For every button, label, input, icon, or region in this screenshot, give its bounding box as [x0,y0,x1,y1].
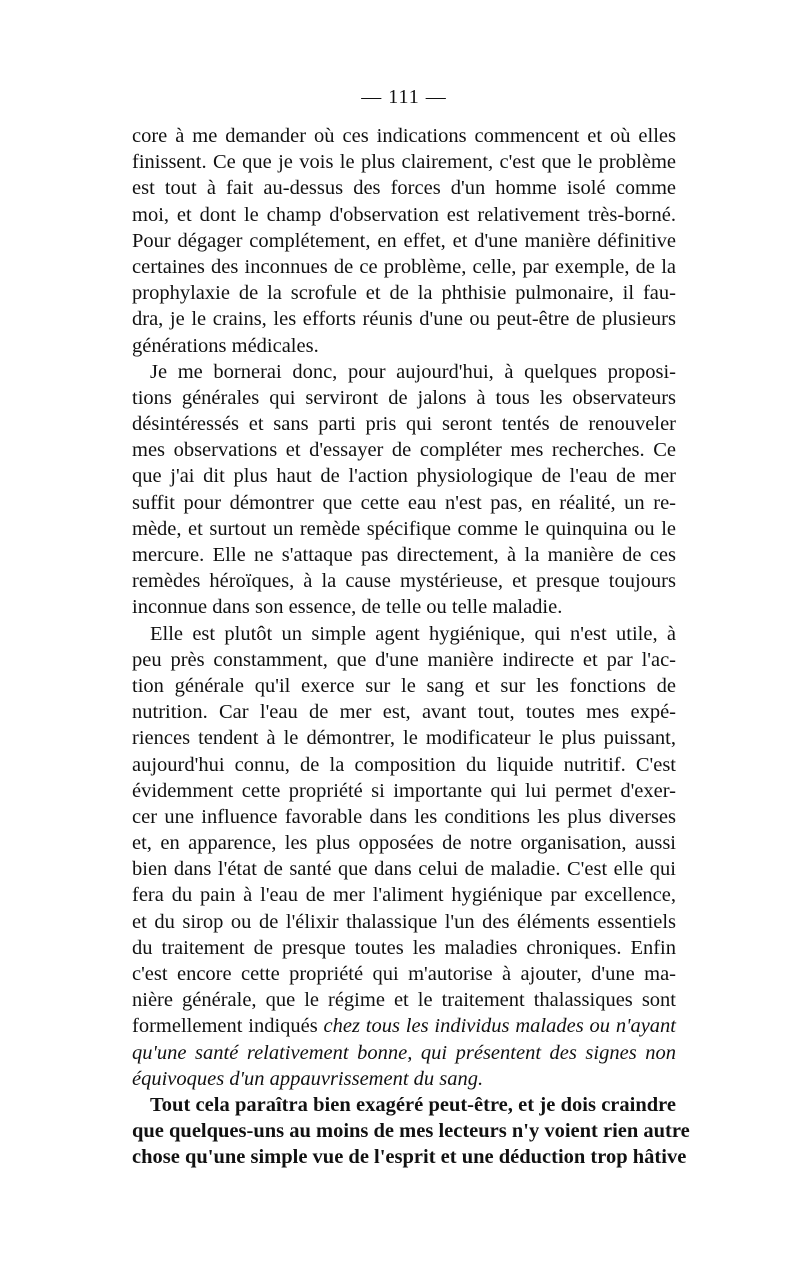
text-segment-roman: formellement indiqués [132,1015,318,1038]
text-line: que j'ai dit plus haut de l'action physiologique de l'eau de mer [132,465,676,488]
text-line: bien dans l'état de santé que dans celui de maladie. C'est elle qui [132,858,676,881]
text-line-mixed [132,1013,676,1039]
text-line: nutrition. Car l'eau de mer est, avant tout, toutes mes expé- [132,701,676,724]
text-line-italic: qu'une santé relativement bonne, qui présentent des signes non [132,1041,676,1064]
text-line: Je me bornerai donc, pour aujourd'hui, à quelques proposi- [150,360,676,383]
text-line: suffit pour démontrer que cette eau n'est pas, en réalité, un re- [132,491,676,514]
text-line: finissent. Ce que je vois le plus clairement, c'est que le problème [132,151,676,174]
text-line: prophylaxie de la scrofule et de la phthisie pulmonaire, il fau- [132,282,676,305]
text-line-bold: chose qu'une simple vue de l'esprit et une déduction trop hâtive [132,1146,687,1169]
text-line: c'est encore cette propriété qui m'autorise à ajouter, d'une ma- [132,963,676,985]
text-line: et du sirop ou de l'élixir thalassique l'un des éléments essentiels [132,910,676,933]
text-line-italic: équivoques d'un appauvrissement du sang. [132,1067,484,1090]
text-line: tions générales qui serviront de jalons à tous les observateurs [132,386,676,409]
text-line-bold: que quelques-uns au moins de mes lecteurs n'y voient rien autre [132,1120,690,1143]
text-line: certaines des inconnues de ce problème, celle, par exemple, de la [132,255,676,278]
text-segment-italic: chez tous les individus malades ou n'ayant [323,1015,676,1038]
page-number-header: — 111 — [361,86,447,108]
text-line: et, en apparence, les plus opposées de notre organisation, aussi [132,832,676,855]
text-line: remèdes héroïques, à la cause mystérieuse, et presque toujours [132,570,676,593]
text-line: Pour dégager complétement, en effet, et d'une manière définitive [132,229,676,252]
text-line: générations médicales. [132,334,319,357]
text-line: tion générale qu'il exerce sur le sang et sur les fonctions de [132,674,676,697]
text-line: désintéressés et sans parti pris qui seront tentés de renouveler [132,413,676,436]
text-line: Elle est plutôt un simple agent hygiénique, qui n'est utile, à [150,622,676,645]
text-line: nière générale, que le régime et le traitement thalassiques sont [132,989,676,1012]
text-line: inconnue dans son essence, de telle ou telle maladie. [132,596,563,619]
text-line: mède, et surtout un remède spécifique comme le quinquina ou le [132,517,676,540]
text-line: fera du pain à l'eau de mer l'aliment hygiénique par excellence, [132,884,676,907]
text-line: mercure. Elle ne s'attaque pas directement, à la manière de ces [132,544,676,566]
text-line: mes observations et d'essayer de compléter mes recherches. Ce [132,439,676,462]
body-text [132,123,690,1171]
text-line: cer une influence favorable dans les conditions les plus diverses [132,805,676,828]
text-line-bold: Tout cela paraîtra bien exagéré peut-être, et je dois craindre [150,1093,676,1116]
page [132,86,690,1171]
text-line: du traitement de presque toutes les maladies chroniques. Enfin [132,936,676,959]
text-line: est tout à fait au-dessus des forces d'un homme isolé comme [132,177,676,200]
text-line: dra, je le crains, les efforts réunis d'une ou peut-être de plusieurs [132,308,676,331]
text-line: core à me demander où ces indications commencent et où elles [132,125,676,147]
text-line: peu près constamment, que d'une manière indirecte et par l'ac- [132,648,676,671]
text-line: riences tendent à le démontrer, le modificateur le plus puissant, [132,727,676,750]
text-line: moi, et dont le champ d'observation est relativement très-borné. [132,203,676,226]
text-line: évidemment cette propriété si importante qui lui permet d'exer- [132,779,676,802]
text-line: aujourd'hui connu, de la composition du liquide nutritif. C'est [132,753,676,776]
